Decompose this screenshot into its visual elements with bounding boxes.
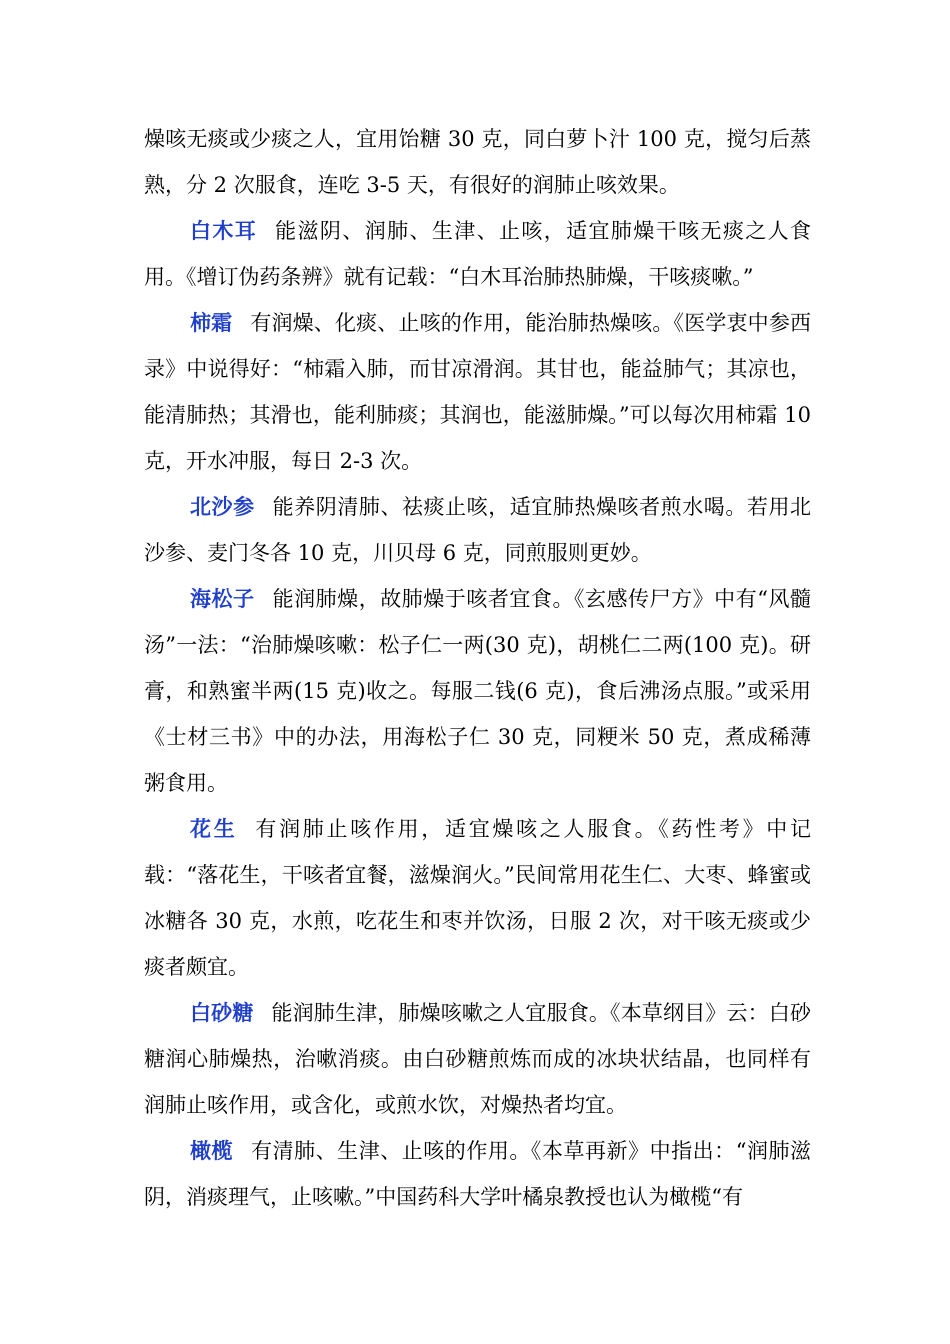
entry-text: 能滋阴、润肺、生津、止咳，适宜肺燥干咳无痰之人食用。《增订伪药条辨》就有记载：“白木耳治肺热肺燥，干咳痰嗽。” [144,219,812,289]
entry-text: 能润肺燥，故肺燥于咳者宜食。《玄感传尸方》中有“风髓汤”一法：“治肺燥咳嗽：松子仁一两(30 克)，胡桃仁二两(100 克)。研膏，和熟蜜半两(15 克)收之。每服二钱(6 克)，食后沸汤点服。”或采用《士材三书》中的办法，用海松子仁 30 克，同粳米 50 克，煮成稀薄粥食用。 [144,587,812,795]
entry-term: 白砂糖 [190,1001,254,1025]
document-page [144,116,811,1220]
entry-gan-lan [144,1128,811,1220]
entry-term: 柿霜 [190,311,233,335]
entry-term: 海松子 [190,587,255,611]
entry-hua-sheng [144,806,811,990]
intro-paragraph: 燥咳无痰或少痰之人，宜用饴糖 30 克，同白萝卜汁 100 克，搅匀后蒸熟，分 2 次服食，连吃 3-5 天，有很好的润肺止咳效果。 [144,127,811,197]
entry-bei-sha-shen [144,484,811,576]
entry-text: 有润肺止咳作用，适宜燥咳之人服食。《药性考》中记载：“落花生，干咳者宜餐，滋燥润火。”民间常用花生仁、大枣、蜂蜜或冰糖各 30 克，水煎，吃花生和枣并饮汤，日服 2 次，对干咳无痰或少痰者颇宜。 [144,817,812,979]
entry-text: 有清肺、生津、止咳的作用。《本草再新》中指出：“润肺滋阴，消痰理气，止咳嗽。”中国药科大学叶橘泉教授也认为橄榄“有 [144,1139,812,1209]
entry-term: 橄榄 [190,1139,234,1163]
entry-text: 有润燥、化痰、止咳的作用，能治肺热燥咳。《医学衷中参西录》中说得好：“柿霜入肺，而甘凉滑润。其甘也，能益肺气；其凉也，能清肺热；其滑也，能利肺痰；其润也，能滋肺燥。”可以每次用柿霜 10 克，开水冲服，每日 2-3 次。 [144,311,812,473]
entry-hai-song-zi [144,576,811,806]
entry-term: 花生 [190,817,238,841]
entry-bai-mu-er [144,208,811,300]
entry-bai-sha-tang [144,990,811,1128]
entry-text: 能养阴清肺、祛痰止咳，适宜肺热燥咳者煎水喝。若用北沙参、麦门冬各 10 克，川贝母 6 克，同煎服则更妙。 [144,495,812,565]
entry-term: 白木耳 [190,219,258,243]
entry-text: 能润肺生津，肺燥咳嗽之人宜服食。《本草纲目》云：白砂糖润心肺燥热，治嗽消痰。由白砂糖煎炼而成的冰块状结晶，也同样有润肺止咳作用，或含化，或煎水饮，对燥热者均宜。 [144,1001,811,1117]
entry-term: 北沙参 [190,495,255,519]
entry-shi-shuang [144,300,811,484]
